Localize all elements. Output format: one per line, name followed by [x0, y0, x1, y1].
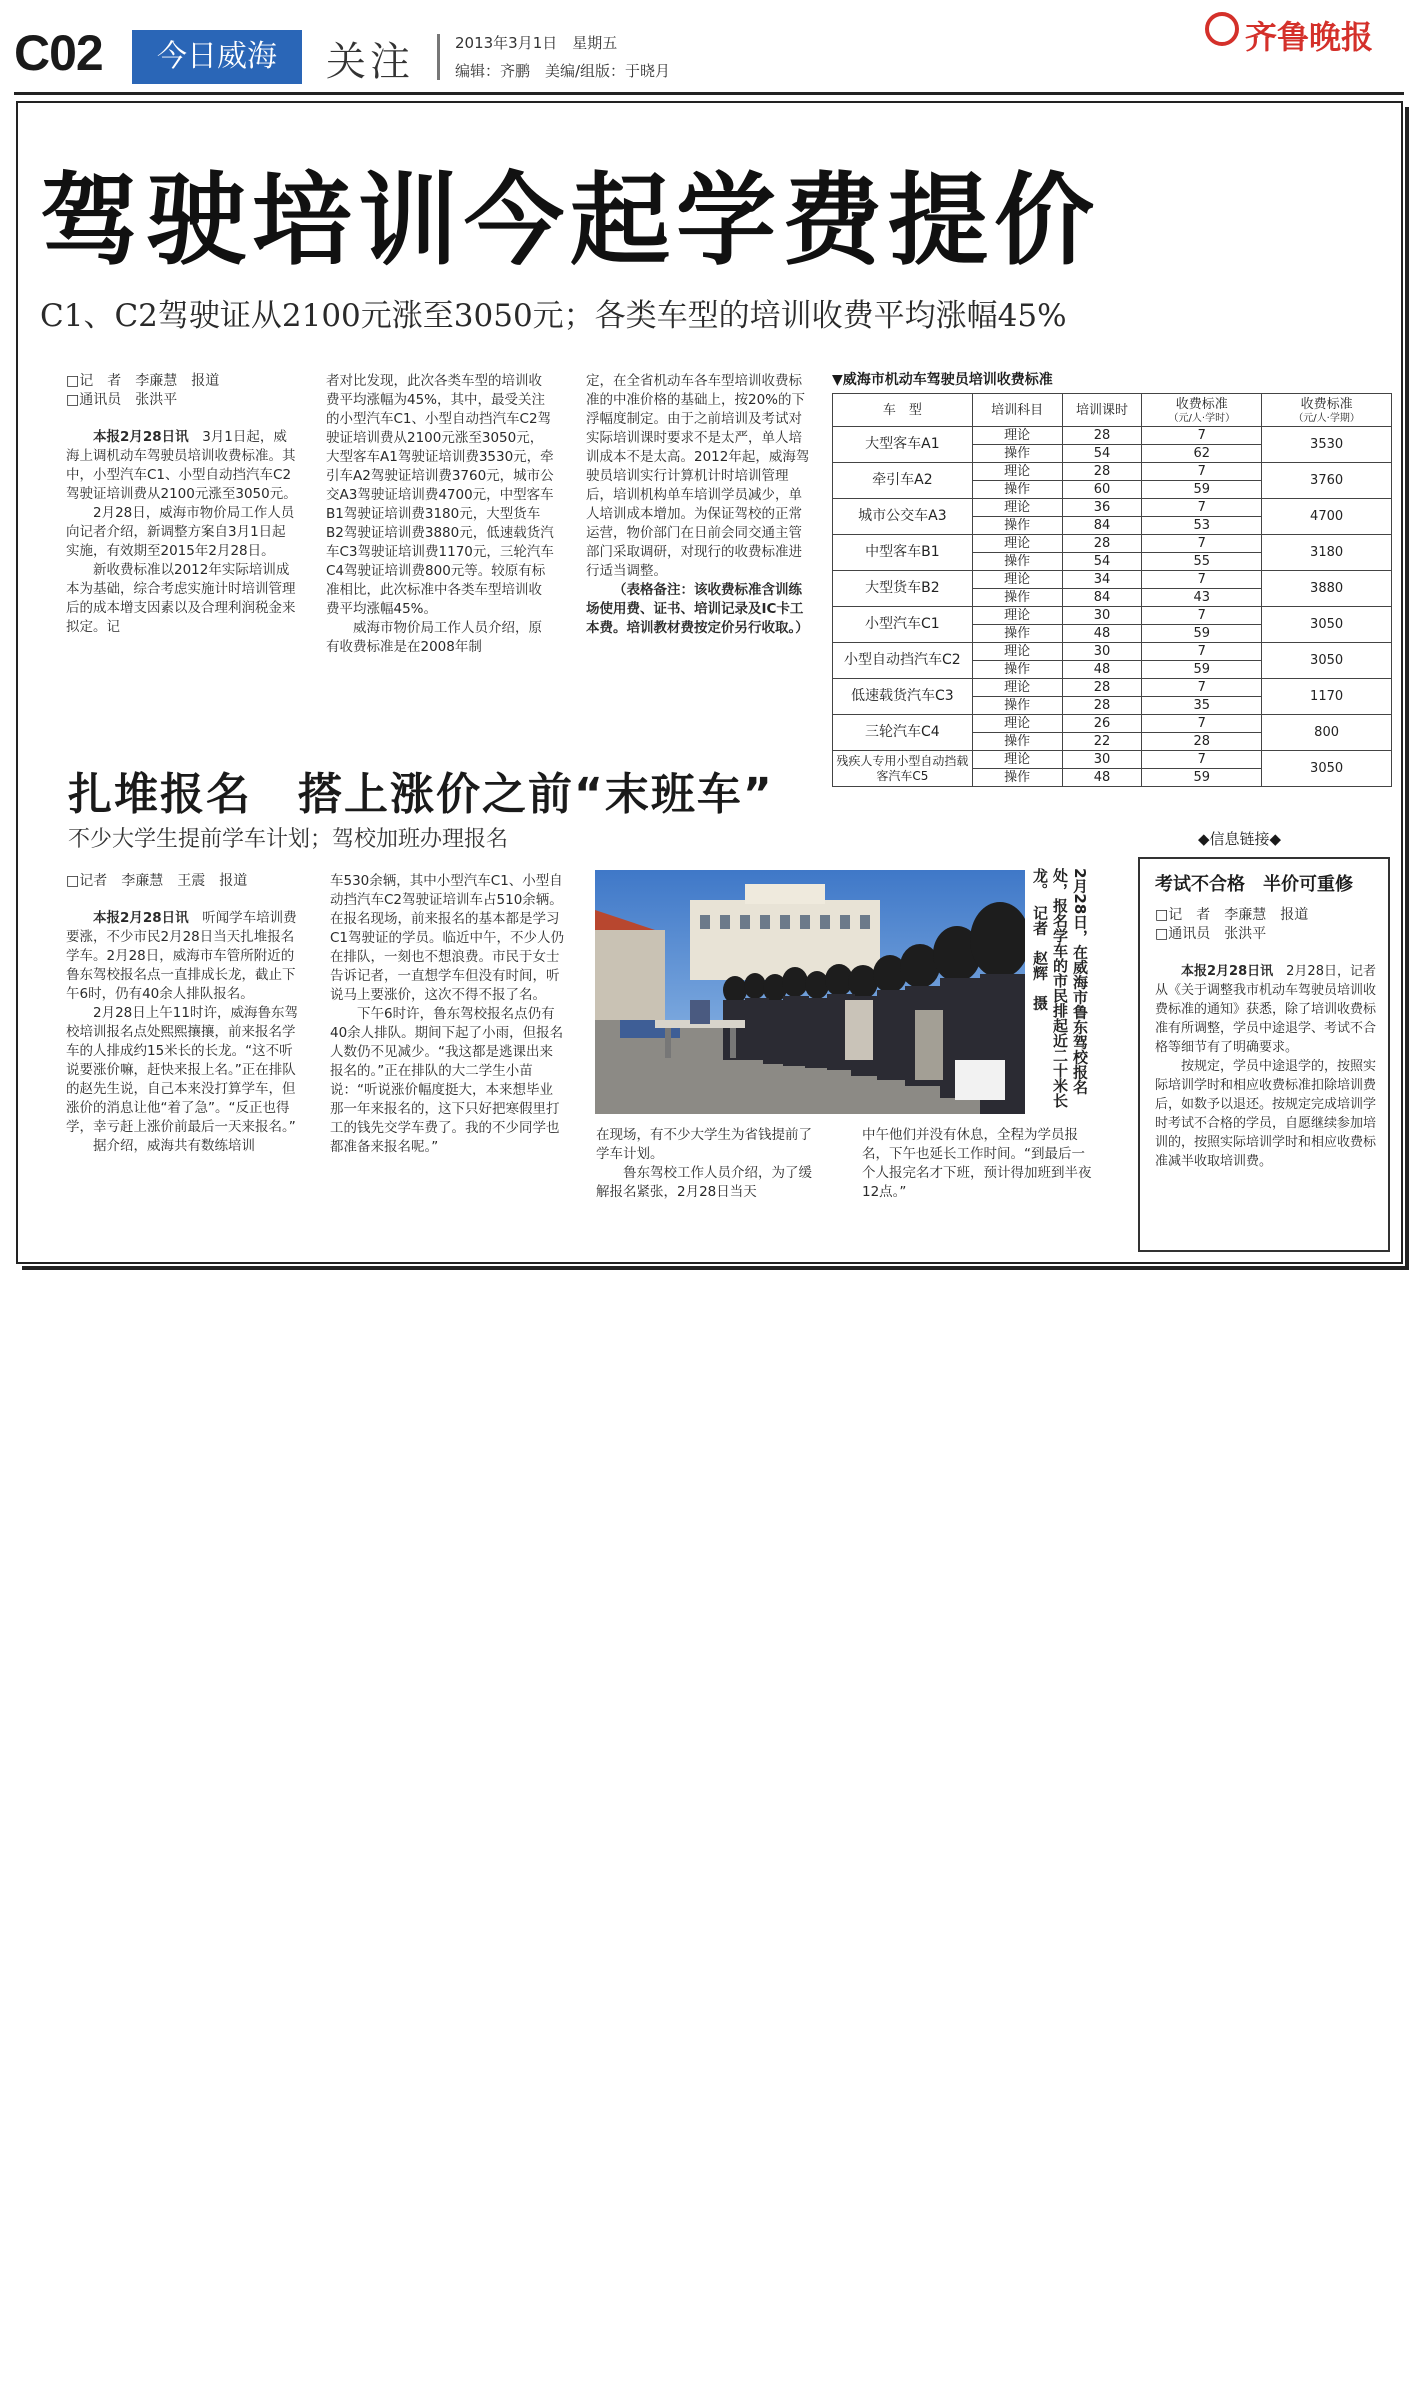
article1-paragraph-3: 新收费标准以2012年实际培训成本为基础，综合考虑实施计时培训管理后的成本增支因素以及合理利润税金来拟定。记	[66, 562, 296, 635]
article2-column-2	[330, 872, 566, 1157]
article2-paragraph-1: 本报2月28日讯 听闻学车培训费要涨，不少市民2月28日当天扎堆报名学车。2月28日，威海市车管所附近的鲁东驾校报名点一直排成长龙，截止下午6时，仍有40余人排队报名。	[66, 910, 297, 1002]
rate-cell: 53	[1142, 517, 1262, 535]
rate-cell: 7	[1142, 643, 1262, 661]
sidebar-body	[1155, 906, 1377, 1171]
rate-cell: 59	[1142, 481, 1262, 499]
rate-cell: 7	[1142, 427, 1262, 445]
logo-text: 齐鲁晚报	[1245, 18, 1374, 56]
header-divider	[437, 34, 440, 80]
queue-photo	[595, 870, 1025, 1114]
subject-cell: 操作	[972, 481, 1062, 499]
article1-paragraph-5: 威海市物价局工作人员介绍，原有收费标准是在2008年制	[326, 620, 542, 655]
header-total-fee: 收费标准 （元/人·学期）	[1262, 394, 1392, 427]
rate-cell: 62	[1142, 445, 1262, 463]
subject-cell: 理论	[972, 643, 1062, 661]
hours-cell: 60	[1062, 481, 1142, 499]
total-fee-cell: 3530	[1262, 427, 1392, 463]
sidebar-title: 考试不合格 半价可重修	[1155, 874, 1353, 895]
subject-cell: 操作	[972, 697, 1062, 715]
sidebar-dateline: 本报2月28日讯	[1181, 964, 1274, 979]
subject-cell: 操作	[972, 517, 1062, 535]
hours-cell: 30	[1062, 751, 1142, 769]
table-row	[833, 499, 1392, 517]
hours-cell: 84	[1062, 589, 1142, 607]
article2-paragraph-5: 下午6时许，鲁东驾校报名点仍有40余人排队。期间下起了小雨，但报名人数仍不见减少。“我这都是逃课出来报名的。”正在排队的大二学生小苗说：“听说涨价幅度挺大，本来想毕业那一年来报名的，这下只好把寒假里打工的钱先交学车费了。我的不少同学也都准备来报名呢。”	[330, 1006, 564, 1155]
editor-credits: 编辑：齐鹏 美编/组版：于晓月	[455, 62, 671, 80]
rate-cell: 7	[1142, 571, 1262, 589]
vehicle-type-cell: 三轮汽车C4	[833, 715, 973, 751]
hours-cell: 28	[1062, 427, 1142, 445]
subject-cell: 理论	[972, 499, 1062, 517]
table-row	[833, 571, 1392, 589]
article1-column-1	[66, 372, 298, 637]
rate-cell: 7	[1142, 463, 1262, 481]
rate-cell: 59	[1142, 661, 1262, 679]
subject-cell: 理论	[972, 715, 1062, 733]
hours-cell: 54	[1062, 553, 1142, 571]
hours-cell: 48	[1062, 661, 1142, 679]
hours-cell: 48	[1062, 625, 1142, 643]
sidebar-paragraph-2: 按规定，学员中途退学的，按照实际培训学时和相应收费标准扣除培训费后，如数予以退还。按规定完成培训学时考试不合格的学员，自愿继续参加培训的，按照实际培训学时和相应收费标准减半收取培训费。	[1155, 1059, 1377, 1169]
hours-cell: 28	[1062, 697, 1142, 715]
table-row	[833, 643, 1392, 661]
total-fee-cell: 3760	[1262, 463, 1392, 499]
subject-cell: 操作	[972, 553, 1062, 571]
rate-cell: 7	[1142, 499, 1262, 517]
logo-mark-icon	[1205, 12, 1239, 46]
info-link-label: ◆信息链接◆	[1198, 830, 1282, 848]
table-row	[833, 463, 1392, 481]
header-subject: 培训科目	[972, 394, 1062, 427]
page-header	[0, 0, 1417, 92]
total-fee-cell: 3180	[1262, 535, 1392, 571]
total-fee-cell: 800	[1262, 715, 1392, 751]
total-fee-cell: 3050	[1262, 751, 1392, 787]
rate-cell: 35	[1142, 697, 1262, 715]
rate-cell: 55	[1142, 553, 1262, 571]
vehicle-type-cell: 小型自动挡汽车C2	[833, 643, 973, 679]
subject-cell: 操作	[972, 625, 1062, 643]
hours-cell: 30	[1062, 643, 1142, 661]
article2-column-1	[66, 872, 302, 1156]
subject-cell: 理论	[972, 571, 1062, 589]
subject-cell: 理论	[972, 535, 1062, 553]
article2-subheadline: 不少大学生提前学车计划；驾校加班办理报名	[68, 827, 509, 852]
article2-paragraph-8: 中午他们并没有休息，全程为学员报名，下午也延长工作时间。“到最后一个人报完名才下班，预计得加班到半夜12点。”	[862, 1127, 1092, 1200]
rate-cell: 43	[1142, 589, 1262, 607]
hours-cell: 54	[1062, 445, 1142, 463]
subject-cell: 理论	[972, 679, 1062, 697]
hours-cell: 28	[1062, 535, 1142, 553]
hours-cell: 48	[1062, 769, 1142, 787]
vehicle-type-cell: 大型货车B2	[833, 571, 973, 607]
vehicle-type-cell: 小型汽车C1	[833, 607, 973, 643]
total-fee-cell: 3050	[1262, 607, 1392, 643]
table-row	[833, 679, 1392, 697]
vehicle-type-cell: 低速载货汽车C3	[833, 679, 973, 715]
photo-caption: 2月28日，在威海市鲁东驾校报名处，报名学车的市民排起近二十米长龙。 记者 赵辉 摄	[1031, 868, 1089, 1108]
article1-paragraph-2: 2月28日，威海市物价局工作人员向记者介绍，新调整方案自3月1日起实施，有效期至2015年2月28日。	[66, 505, 295, 559]
rate-cell: 7	[1142, 535, 1262, 553]
vehicle-type-cell: 城市公交车A3	[833, 499, 973, 535]
subject-cell: 操作	[972, 769, 1062, 787]
article1-paragraph-1: 本报2月28日讯 3月1日起，威海上调机动车驾驶员培训收费标准。其中，小型汽车C1、小型自动挡汽车C2驾驶证培训费从2100元涨至3050元。	[66, 429, 297, 502]
subject-cell: 操作	[972, 661, 1062, 679]
article2-column-4	[862, 1126, 1098, 1202]
main-headline: 驾驶培训今起学费提价	[40, 162, 1100, 279]
subject-cell: 操作	[972, 589, 1062, 607]
subject-cell: 理论	[972, 463, 1062, 481]
hours-cell: 28	[1062, 679, 1142, 697]
article2-dateline: 本报2月28日讯	[93, 910, 189, 926]
fee-table	[832, 393, 1392, 787]
category-label: 关注	[326, 39, 414, 85]
hours-cell: 84	[1062, 517, 1142, 535]
subject-cell: 理论	[972, 607, 1062, 625]
article2-paragraph-7: 鲁东驾校工作人员介绍，为了缓解报名紧张，2月28日当天	[596, 1165, 812, 1200]
table-row	[833, 535, 1392, 553]
sidebar-paragraph-1: 本报2月28日讯 2月28日，记者从《关于调整我市机动车驾驶员培训收费标准的通知》获悉，除了培训收费标准有所调整，学员中途退学、考试不合格等细节有了明确要求。	[1155, 964, 1377, 1055]
total-fee-cell: 3880	[1262, 571, 1392, 607]
article2-headline: 扎堆报名 搭上涨价之前“末班车”	[68, 769, 774, 820]
hours-cell: 26	[1062, 715, 1142, 733]
table-row	[833, 607, 1392, 625]
page-number: C02	[14, 25, 103, 81]
total-fee-cell: 1170	[1262, 679, 1392, 715]
vehicle-type-cell: 牵引车A2	[833, 463, 973, 499]
rate-cell: 7	[1142, 751, 1262, 769]
vehicle-type-cell: 残疾人专用小型自动挡载客汽车C5	[833, 751, 973, 787]
article1-column-2	[326, 372, 554, 657]
subject-cell: 操作	[972, 733, 1062, 751]
article2-paragraph-6: 在现场，有不少大学生为省钱提前了学车计划。	[596, 1127, 812, 1162]
article1-column-3	[586, 372, 814, 638]
article2-column-3	[596, 1126, 824, 1202]
article2-paragraph-2: 2月28日上午11时许，威海鲁东驾校培训报名点处熙熙攘攘，前来报名学车的人排成约15米长的长龙。“这不听说要涨价嘛，赶快来报上名。”正在排队的赵先生说，自己本来没打算学车，但涨价的消息让他“着了急”。“反正也得学，幸亏赶上涨价前最后一天来报名。”	[66, 1005, 298, 1135]
article1-paragraph-6: 定，在全省机动车各车型培训收费标准的中准价格的基础上，按20%的下浮幅度制定。由于之前培训及考试对实际培训课时要求不是太严，单人培训成本不是太高。2012年起，威海驾驶员培训实行计算机计时培训管理后，培训机构单车培训学员减少，单人培训成本增加。为保证驾校的正常运营，物价部门在日前会同交通主管部门采取调研，对现行的收费标准进行适当调整。	[586, 373, 810, 579]
sidebar-byline-correspondent: □通讯员 张洪平	[1155, 926, 1267, 942]
hours-cell: 28	[1062, 463, 1142, 481]
issue-date: 2013年3月1日 星期五	[455, 34, 618, 52]
article2-paragraph-3: 据介绍，威海共有数练培训	[93, 1138, 255, 1154]
fee-table-header	[833, 394, 1392, 427]
rate-cell: 59	[1142, 625, 1262, 643]
table-row	[833, 715, 1392, 733]
subject-cell: 理论	[972, 427, 1062, 445]
table-row	[833, 751, 1392, 769]
subject-cell: 理论	[972, 751, 1062, 769]
hours-cell: 34	[1062, 571, 1142, 589]
vehicle-type-cell: 中型客车B1	[833, 535, 973, 571]
rate-cell: 7	[1142, 715, 1262, 733]
dateline: 本报2月28日讯	[93, 429, 189, 445]
article1-paragraph-4: 者对比发现，此次各类车型的培训收费平均涨幅为45%，其中，最受关注的小型汽车C1、小型自动挡汽车C2驾驶证培训费从2100元涨至3050元，大型客车A1驾驶证培训费3530元，牵引车A2驾驶证培训费3760元，城市公交A3驾驶证培训费4700元，中型客车B1驾驶证培训费3180元，大型货车B2驾驶证培训费3880元，低速载货汽车C3驾驶证培训费1170元，三轮汽车C4驾驶证培训费800元等。较原有标准相比，此次标准中各类车型培训收费平均涨幅45%。	[326, 373, 554, 617]
header-vehicle-type: 车 型	[833, 394, 973, 427]
byline-correspondent: □通讯员 张洪平	[66, 392, 178, 408]
hours-cell: 36	[1062, 499, 1142, 517]
table-note: （表格备注：该收费标准含训练场使用费、证书、培训记录及IC卡工本费。培训教材费按定价另行收取。）	[586, 582, 809, 636]
header-rule	[14, 92, 1404, 95]
subject-cell: 操作	[972, 445, 1062, 463]
main-subheadline: C1、C2驾驶证从2100元涨至3050元；各类车型的培训收费平均涨幅45%	[40, 298, 1067, 334]
rate-cell: 59	[1142, 769, 1262, 787]
byline-reporter: □记 者 李亷慧 报道	[66, 373, 220, 389]
vehicle-type-cell: 大型客车A1	[833, 427, 973, 463]
sidebar-byline-reporter: □记 者 李亷慧 报道	[1155, 907, 1309, 923]
table-row	[833, 427, 1392, 445]
rate-cell: 7	[1142, 679, 1262, 697]
newspaper-logo	[1205, 6, 1405, 56]
article2-byline: □记者 李亷慧 王震 报道	[66, 873, 248, 889]
hours-cell: 22	[1062, 733, 1142, 751]
rate-cell: 28	[1142, 733, 1262, 751]
rate-cell: 7	[1142, 607, 1262, 625]
total-fee-cell: 4700	[1262, 499, 1392, 535]
total-fee-cell: 3050	[1262, 643, 1392, 679]
fee-table-body	[833, 427, 1392, 787]
header-hourly-rate: 收费标准 （元/人·学时）	[1142, 394, 1262, 427]
article2-paragraph-4: 车530余辆，其中小型汽车C1、小型自动挡汽车C2驾驶证培训车占510余辆。在报名现场，前来报名的基本都是学习C1驾驶证的学员。临近中午，不少人仍在排队，一刻也不想浪费。市民于女士告诉记者，一直想学车但没有时间，听说马上要涨价，这次不得不报了名。	[330, 873, 565, 1003]
fee-table-title: ▼威海市机动车驾驶员培训收费标准	[832, 372, 1053, 388]
header-hours: 培训课时	[1062, 394, 1142, 427]
hours-cell: 30	[1062, 607, 1142, 625]
section-badge[interactable]: 今日威海	[132, 30, 302, 84]
